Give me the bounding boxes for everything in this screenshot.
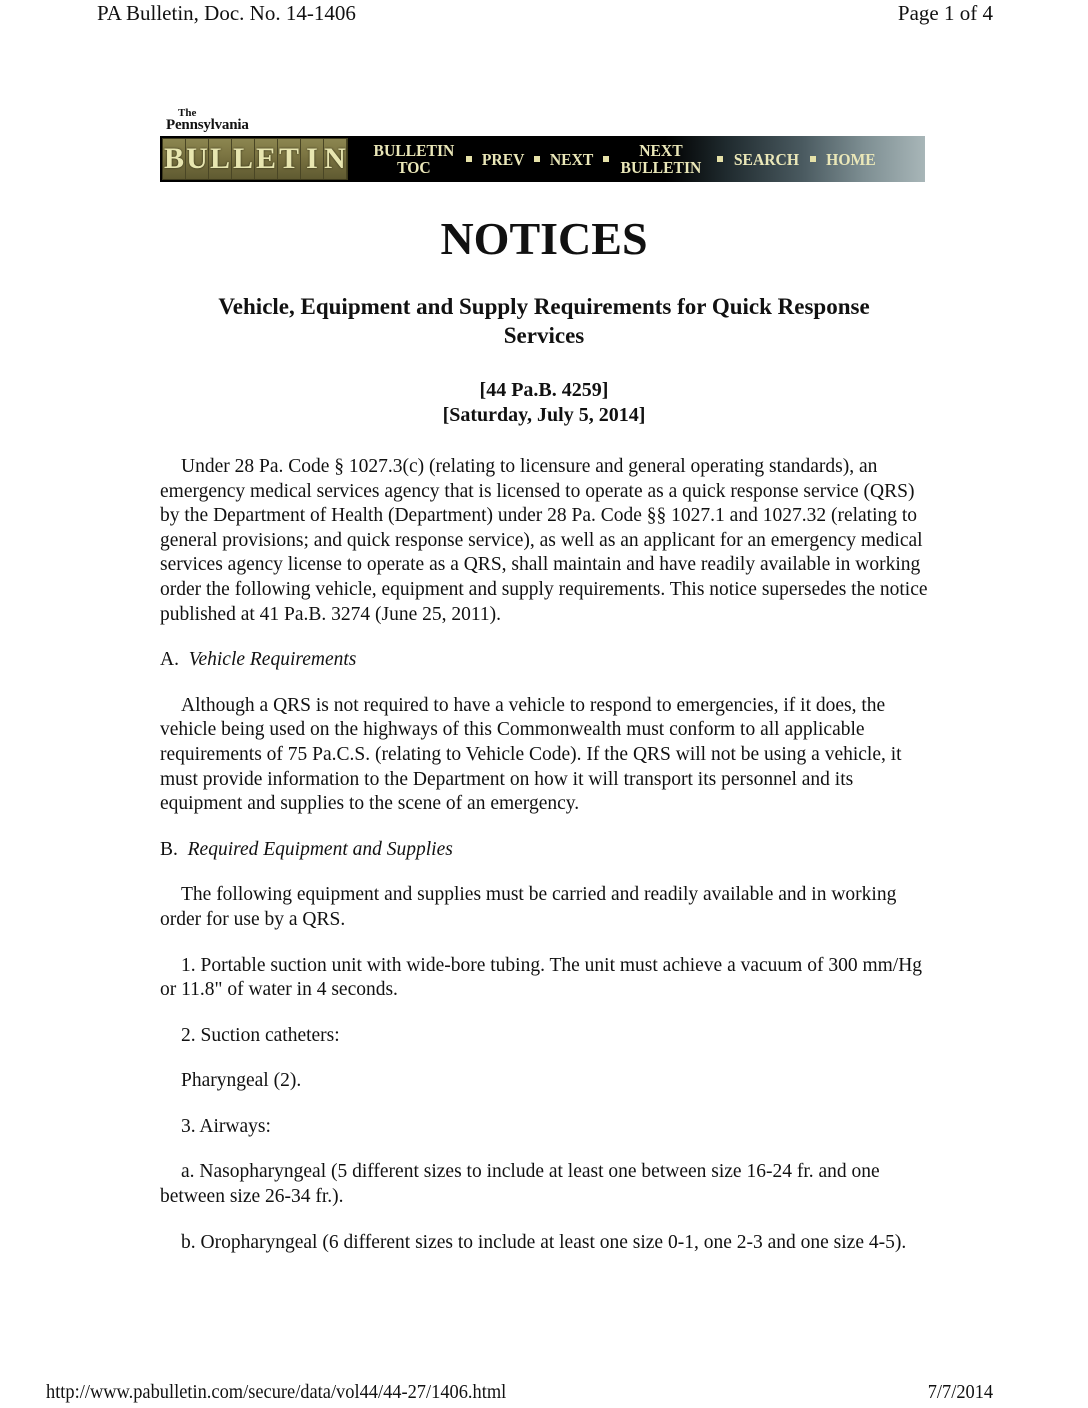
navigation-bar xyxy=(160,136,925,182)
section-b-heading xyxy=(160,838,930,863)
section-heading: Vehicle Requirements xyxy=(188,649,357,671)
logo-letter: L xyxy=(209,139,232,179)
nav-label: NEXT xyxy=(639,141,684,160)
nav-next[interactable] xyxy=(550,151,593,168)
section-title: NOTICES xyxy=(440,213,648,264)
document-title: Vehicle, Equipment and Supply Requirements for Quick Response Services xyxy=(218,294,870,348)
nav-search[interactable] xyxy=(734,151,799,168)
nav-label: BULLETIN xyxy=(373,141,455,160)
list-item: 2. Suction catheters: xyxy=(181,1024,340,1046)
logo-the: The xyxy=(178,107,197,119)
nav-label: HOME xyxy=(826,149,876,169)
print-header-page: Page 1 of 4 xyxy=(897,1,993,25)
nav-label: BULLETIN xyxy=(620,158,702,177)
nav-label: NEXT xyxy=(550,149,594,169)
list-item: b. Oropharyngeal (6 different sizes to include at least one size 0-1, one 2-3 and one size 4-5). xyxy=(181,1231,907,1253)
nav-label: PREV xyxy=(481,149,525,169)
nav-label: TOC xyxy=(397,158,431,177)
nav-prev[interactable] xyxy=(482,151,525,168)
nav-next-bulletin[interactable] xyxy=(621,142,702,176)
logo-letter: N xyxy=(324,139,347,179)
citation: [44 Pa.B. 4259] xyxy=(479,379,609,401)
nav-home[interactable] xyxy=(826,151,876,168)
bullet-icon xyxy=(810,156,816,162)
nav-bulletin-toc[interactable] xyxy=(374,142,455,176)
bulletin-logo[interactable] xyxy=(162,138,348,180)
print-header-title: PA Bulletin, Doc. No. 14-1406 xyxy=(97,1,356,25)
print-footer-url: http://www.pabulletin.com/secure/data/vol44/44-27/1406.html xyxy=(46,1381,507,1403)
bullet-icon xyxy=(603,156,609,162)
section-a-paragraph: Although a QRS is not required to have a vehicle to respond to emergencies, if it does, the vehicle being used on the highways of this Commonwealth must conform to all applicable requirements of 75 Pa.C.S. (relating to Vehicle Code). If the QRS will not be using a vehicle, it must provide information to the Department on how it will transport its personnel and its equipment and supplies to the scene of an emergency. xyxy=(160,694,902,815)
list-item: 3. Airways: xyxy=(181,1115,271,1137)
section-a-heading xyxy=(160,648,930,673)
section-b-paragraph: The following equipment and supplies must be carried and readily available and in working order for use by a QRS. xyxy=(160,884,897,930)
logo-pennsylvania: Pennsylvania xyxy=(166,117,249,133)
bullet-icon xyxy=(466,156,472,162)
logo-letter: L xyxy=(232,139,255,179)
logo-letter: I xyxy=(301,139,324,179)
bullet-icon xyxy=(534,156,540,162)
print-footer-date: 7/7/2014 xyxy=(927,1381,993,1403)
list-item: 1. Portable suction unit with wide-bore tubing. The unit must achieve a vacuum of 300 mm/Hg or 11.8" of water in 4 seconds. xyxy=(160,954,923,1001)
section-heading: Required Equipment and Supplies xyxy=(187,838,453,860)
nav-label: SEARCH xyxy=(734,149,800,169)
list-item: a. Nasopharyngeal (5 different sizes to include at least one between size 16-24 fr. and one between size 26-34 fr.). xyxy=(160,1161,880,1208)
publication-date: [Saturday, July 5, 2014] xyxy=(442,404,646,426)
citation-block xyxy=(0,378,1088,428)
section-label: B. xyxy=(160,838,178,860)
document-body xyxy=(160,455,930,1276)
section-label: A. xyxy=(160,649,179,671)
logo-letter: E xyxy=(255,139,278,179)
intro-paragraph: Under 28 Pa. Code § 1027.3(c) (relating to licensure and general operating standards), an emergency medical services agency that is licensed to operate as a quick response service (QRS) by the Department of Health (Department) under 28 Pa. Code §§ 1027.1 and 1027.32 (relating to general provisions; and quick response service), as well as an applicant for an emergency medical services agency license to operate as a QRS, shall maintain and have readily available in working order the following vehicle, equipment and supply requirements. This notice supersedes the notice published at 41 Pa.B. 3274 (June 25, 2011). xyxy=(160,456,928,625)
logo-letter: U xyxy=(186,139,209,179)
bullet-icon xyxy=(717,156,723,162)
logo-letter: T xyxy=(278,139,301,179)
logo-letter: B xyxy=(163,139,186,179)
list-item: Pharyngeal (2). xyxy=(181,1070,302,1092)
